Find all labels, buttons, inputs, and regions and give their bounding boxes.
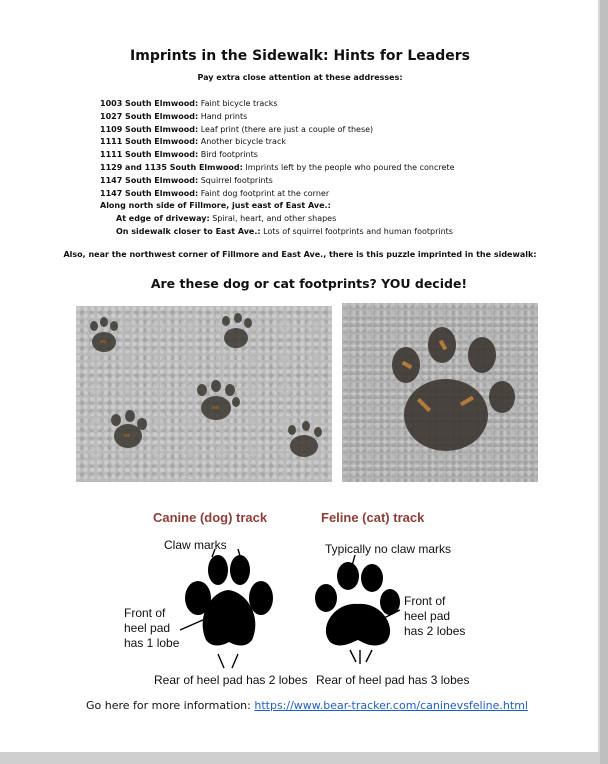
feline-rear-label: Rear of heel pad has 3 lobes bbox=[316, 673, 470, 687]
address-desc: Faint dog footprint at the corner bbox=[198, 188, 330, 198]
address-label: 1147 South Elmwood: bbox=[100, 188, 199, 198]
canine-paw-icon bbox=[185, 555, 273, 646]
feline-front-line: Front of bbox=[404, 594, 446, 608]
fillmore-desc: Spiral, heart, and other shapes bbox=[209, 214, 337, 224]
canine-rear-label: Rear of heel pad has 2 lobes bbox=[154, 673, 308, 687]
canine-front-line: heel pad bbox=[124, 621, 171, 635]
address-desc: Hand prints bbox=[198, 111, 248, 121]
canine-front-line: Front of bbox=[124, 606, 166, 620]
address-label: 1027 South Elmwood: bbox=[100, 111, 199, 121]
fillmore-label: On sidewalk closer to East Ave.: bbox=[116, 226, 261, 236]
address-desc: Leaf print (there are just a couple of these) bbox=[198, 124, 374, 134]
address-desc: Imprints left by the people who poured the concrete bbox=[242, 162, 455, 172]
address-desc: Another bicycle track bbox=[198, 137, 286, 147]
feline-front-line: heel pad bbox=[404, 609, 451, 623]
fillmore-heading-text: Along north side of Fillmore, just east of East Ave.: bbox=[100, 201, 331, 211]
address-label: 1111 South Elmwood: bbox=[100, 150, 199, 160]
puzzle-note: Also, near the northwest corner of Fillmore and East Ave., there is this puzzle imprinted in the sidewalk: bbox=[63, 250, 537, 259]
footer bbox=[0, 699, 608, 712]
feline-track-title: Feline (cat) track bbox=[321, 510, 425, 525]
feline-front-line: has 2 lobes bbox=[404, 624, 466, 638]
fillmore-label: At edge of driveway: bbox=[116, 214, 210, 224]
footer-text: Go here for more information: bbox=[86, 699, 255, 712]
address-desc: Squirrel footprints bbox=[198, 175, 273, 185]
address-label: 1129 and 1135 South Elmwood: bbox=[100, 162, 243, 172]
address-desc: Bird footprints bbox=[198, 150, 258, 160]
doc-subtitle: Pay extra close attention at these addresses: bbox=[197, 73, 403, 82]
feline-claw-label: Typically no claw marks bbox=[325, 542, 452, 556]
info-link[interactable]: https://www.bear-tracker.com/caninevsfeline.html bbox=[254, 699, 528, 712]
address-label: 1109 South Elmwood: bbox=[100, 124, 199, 134]
fillmore-desc: Lots of squirrel footprints and human footprints bbox=[260, 226, 453, 236]
canine-claw-label: Claw marks bbox=[164, 538, 227, 552]
address-label: 1003 South Elmwood: bbox=[100, 99, 199, 108]
canine-front-line: has 1 lobe bbox=[124, 636, 180, 650]
feline-paw-icon bbox=[315, 562, 400, 645]
canine-track-title: Canine (dog) track bbox=[153, 510, 268, 525]
doc-title: Imprints in the Sidewalk: Hints for Leaders bbox=[130, 48, 470, 64]
address-label: 1147 South Elmwood: bbox=[100, 175, 199, 185]
address-label: 1111 South Elmwood: bbox=[100, 137, 199, 147]
address-desc: Faint bicycle tracks bbox=[198, 99, 278, 108]
puzzle-question: Are these dog or cat footprints? YOU decide! bbox=[150, 276, 468, 291]
